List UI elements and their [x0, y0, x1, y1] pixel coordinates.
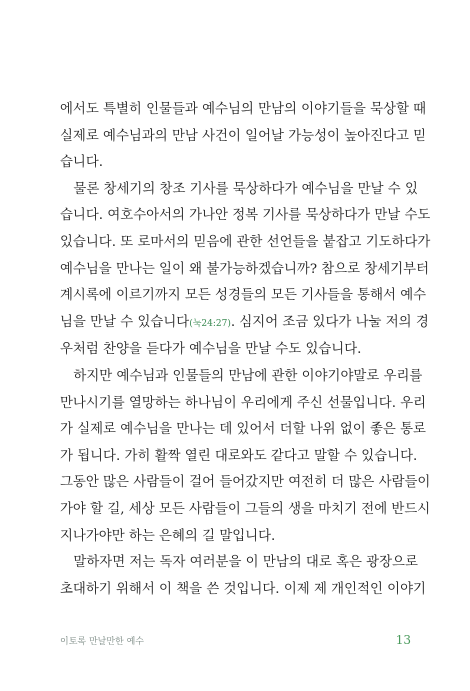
page-footer: [60, 633, 411, 647]
text-segment: 초대하기 위해서 이 책을 쓴 것입니다. 이제 제 개인적인 이야기: [60, 581, 426, 597]
text-line: [60, 444, 418, 471]
running-title: 이토록 만날만한 예수: [60, 637, 144, 647]
text-line: [60, 177, 418, 204]
text-line: [60, 524, 411, 551]
scripture-reference: (눅24:27): [189, 318, 231, 329]
text-segment: 가 실제로 예수님을 만나는 데 있어서 더할 나위 없이 좋은 통로: [60, 422, 426, 438]
text-line: [60, 417, 426, 444]
text-line: [60, 577, 426, 604]
paragraph: [60, 97, 427, 177]
page-body: [60, 97, 431, 603]
text-segment: 있습니다. 또 로마서의 믿음에 관한 선언들을 붙잡고 기도하다가: [60, 234, 431, 250]
text-line: [60, 283, 427, 310]
paragraph: [60, 364, 431, 550]
text-segment: 그동안 많은 사람들이 걸어 들어갔지만 여전히 더 많은 사람들이: [60, 475, 431, 491]
paragraph: [60, 177, 431, 364]
text-segment: 가 됩니다. 가히 활짝 열린 대로와도 같다고 말할 수 있습니다.: [60, 448, 418, 464]
text-segment: 습니다.: [60, 155, 104, 171]
page-number: 13: [395, 633, 411, 647]
text-segment: 실제로 예수님과의 만남 사건이 일어날 가능성이 높아진다고 믿: [60, 128, 427, 144]
text-line: [60, 257, 430, 284]
text-segment: 우처럼 찬양을 듣다가 예수님을 만날 수도 있습니다.: [60, 342, 362, 358]
text-line: [60, 310, 429, 338]
text-line: [60, 550, 418, 577]
text-segment: 가야 할 길, 세상 모든 사람들이 그들의 생을 마치기 전에 반드시: [60, 501, 431, 517]
text-segment: 예수님을 만나는 일이 왜 불가능하겠습니까? 참으로 창세기부터: [60, 261, 430, 277]
text-line: [60, 497, 431, 524]
text-line: [60, 150, 411, 177]
text-segment: 계시록에 이르기까지 모든 성경들의 모든 기사들을 통해서 예수: [60, 288, 427, 304]
text-segment: . 심지어 조금 있다가 나눌 저의 경: [230, 314, 429, 330]
text-line: [60, 470, 431, 497]
text-line: [60, 337, 411, 364]
text-segment: 지나가야만 하는 은혜의 길 말입니다.: [60, 528, 276, 544]
text-segment: 하지만 예수님과 인물들의 만남에 관한 이야기야말로 우리를: [73, 368, 423, 384]
text-line: [60, 230, 431, 257]
paragraph: [60, 550, 426, 603]
text-segment: 님을 만날 수 있습니다: [60, 314, 190, 330]
text-line: [60, 124, 427, 151]
text-line: [60, 203, 431, 230]
text-line: [60, 97, 427, 124]
text-segment: 만나시기를 열망하는 하나님이 우리에게 주신 선물입니다. 우리: [60, 395, 427, 411]
text-segment: 에서도 특별히 인물들과 예수님의 만남의 이야기들을 묵상할 때: [60, 102, 427, 117]
text-segment: 물론 창세기의 창조 기사를 묵상하다가 예수님을 만날 수 있: [73, 181, 418, 197]
text-line: [60, 391, 427, 418]
text-segment: 습니다. 여호수아서의 가나안 정복 기사를 묵상하다가 만날 수도: [60, 208, 431, 224]
text-line: [60, 364, 423, 391]
text-segment: 말하자면 저는 독자 여러분을 이 만남의 대로 혹은 광장으로: [73, 555, 418, 571]
